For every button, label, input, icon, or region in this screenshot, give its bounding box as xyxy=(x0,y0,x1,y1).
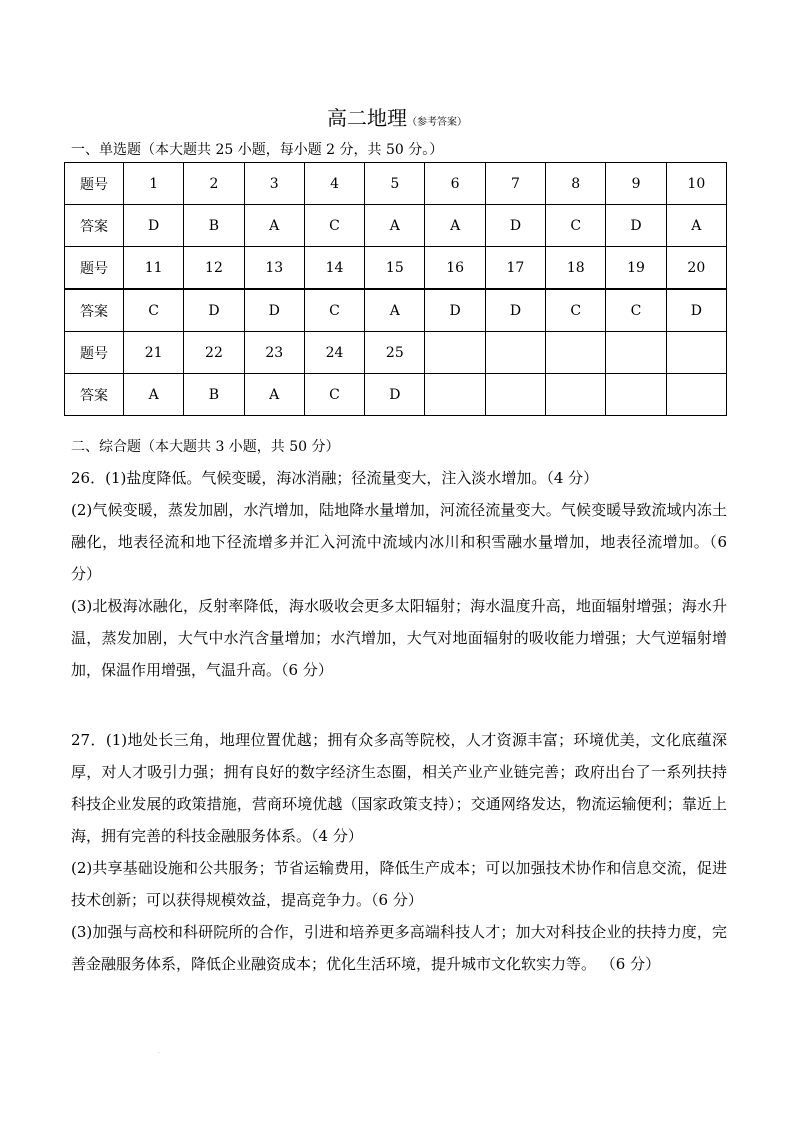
table-cell: 6 xyxy=(425,163,485,205)
table-cell: D xyxy=(244,289,304,332)
table-cell: 19 xyxy=(606,247,666,290)
table-row xyxy=(65,332,727,374)
table-row xyxy=(65,374,727,416)
table-cell: 12 xyxy=(184,247,244,290)
title-main: 高二地理 xyxy=(327,106,407,130)
table-cell: D xyxy=(425,289,485,332)
q26-part2: (2)气候变暖，蒸发加剧，水汽增加，陆地降水量增加，河流径流量变大。气候变暖导致流域内冻土融化，地表径流和地下径流增多并汇入河流中流域内冰川和积雪融水量增加，地表径流增加。（6 分） xyxy=(71,501,727,583)
table-cell: 16 xyxy=(425,247,485,290)
table-cell: C xyxy=(124,289,184,332)
table-cell: C xyxy=(546,205,606,247)
table-cell: D xyxy=(124,205,184,247)
table-cell: 14 xyxy=(304,247,364,290)
table-cell: C xyxy=(304,205,364,247)
table-cell: 2 xyxy=(184,163,244,205)
table-cell xyxy=(666,332,726,374)
row-label: 答案 xyxy=(65,205,124,247)
table-cell: 3 xyxy=(244,163,304,205)
row-label: 答案 xyxy=(65,374,124,416)
table-cell xyxy=(425,332,485,374)
table-cell: A xyxy=(365,205,425,247)
section1-heading: 一、单选题（本大题共 25 小题，每小题 2 分，共 50 分。） xyxy=(71,142,444,158)
table-cell: 24 xyxy=(304,332,364,374)
table-cell: A xyxy=(666,205,726,247)
q27-part3: (3)加强与高校和科研院所的合作，引进和培养更多高端科技人才；加大对科技企业的扶持力度，完善金融服务体系，降低企业融资成本；优化生活环境，提升城市文化软实力等。 （6 分） xyxy=(71,923,727,973)
table-cell: 5 xyxy=(365,163,425,205)
table-cell: 9 xyxy=(606,163,666,205)
question-26 xyxy=(71,462,727,686)
table-cell: D xyxy=(666,289,726,332)
table-row xyxy=(65,247,727,290)
table-cell: A xyxy=(244,205,304,247)
table-cell: C xyxy=(546,289,606,332)
table-row xyxy=(65,163,727,205)
table-cell: A xyxy=(425,205,485,247)
q26-part3: (3)北极海冰融化，反射率降低，海水吸收会更多太阳辐射；海水温度升高，地面辐射增强；海水升温，蒸发加剧，大气中水汽含量增加；水汽增加，大气对地面辐射的吸收能力增强；大气逆辐射增加，保温作用增强，气温升高。（6 分） xyxy=(71,597,727,679)
table-cell: 4 xyxy=(304,163,364,205)
table-cell: D xyxy=(606,205,666,247)
table-cell: 25 xyxy=(365,332,425,374)
table-cell: 15 xyxy=(365,247,425,290)
table-cell: 10 xyxy=(666,163,726,205)
page-title xyxy=(0,104,794,137)
table-cell: A xyxy=(365,289,425,332)
table-cell: D xyxy=(485,289,545,332)
table-cell xyxy=(425,374,485,416)
table-cell xyxy=(546,374,606,416)
table-cell xyxy=(485,374,545,416)
title-subtitle: （参考答案） xyxy=(407,117,467,128)
row-label: 题号 xyxy=(65,247,124,290)
row-label: 题号 xyxy=(65,332,124,374)
table-cell: B xyxy=(184,205,244,247)
table-cell: D xyxy=(485,205,545,247)
table-cell: 7 xyxy=(485,163,545,205)
table-cell: 8 xyxy=(546,163,606,205)
table-cell xyxy=(546,332,606,374)
table-cell: 11 xyxy=(124,247,184,290)
q27-part2: (2)共享基础设施和公共服务；节省运输费用，降低生产成本；可以加强技术协作和信息交流，促进技术创新；可以获得规模效益，提高竞争力。（6 分） xyxy=(71,859,727,909)
table-cell: 20 xyxy=(666,247,726,290)
table-row xyxy=(65,289,727,332)
table-cell xyxy=(606,332,666,374)
table-cell: 13 xyxy=(244,247,304,290)
table-cell: A xyxy=(244,374,304,416)
q26-part1: 26．(1)盐度降低。气候变暖，海冰消融；径流量变大，注入淡水增加。（4 分） xyxy=(71,469,599,487)
question-27 xyxy=(71,724,727,980)
table-cell: 17 xyxy=(485,247,545,290)
footer-mark: . xyxy=(158,1048,160,1055)
row-label: 题号 xyxy=(65,163,124,205)
table-cell: C xyxy=(304,289,364,332)
table-cell: 1 xyxy=(124,163,184,205)
table-cell: A xyxy=(124,374,184,416)
table-cell: C xyxy=(606,289,666,332)
table-cell: C xyxy=(304,374,364,416)
row-label: 答案 xyxy=(65,289,124,332)
q27-part1: 27．(1)地处长三角，地理位置优越；拥有众多高等院校，人才资源丰富；环境优美，文化底蕴深厚，对人才吸引力强；拥有良好的数字经济生态圈，相关产业产业链完善；政府出台了一系列扶持科技企业发展的政策措施，营商环境优越（国家政策支持）；交通网络发达，物流运输便利；靠近上海，拥有完善的科技金融服务体系。（4 分） xyxy=(71,731,727,845)
table-cell: 18 xyxy=(546,247,606,290)
table-cell xyxy=(485,332,545,374)
table-cell xyxy=(666,374,726,416)
table-cell xyxy=(606,374,666,416)
table-cell: D xyxy=(365,374,425,416)
table-cell: B xyxy=(184,374,244,416)
table-cell: 21 xyxy=(124,332,184,374)
section2-heading: 二、综合题（本大题共 3 小题，共 50 分） xyxy=(71,439,340,455)
table-cell: 23 xyxy=(244,332,304,374)
table-row xyxy=(65,205,727,247)
table-cell: 22 xyxy=(184,332,244,374)
table-cell: D xyxy=(184,289,244,332)
answer-table xyxy=(64,162,727,416)
